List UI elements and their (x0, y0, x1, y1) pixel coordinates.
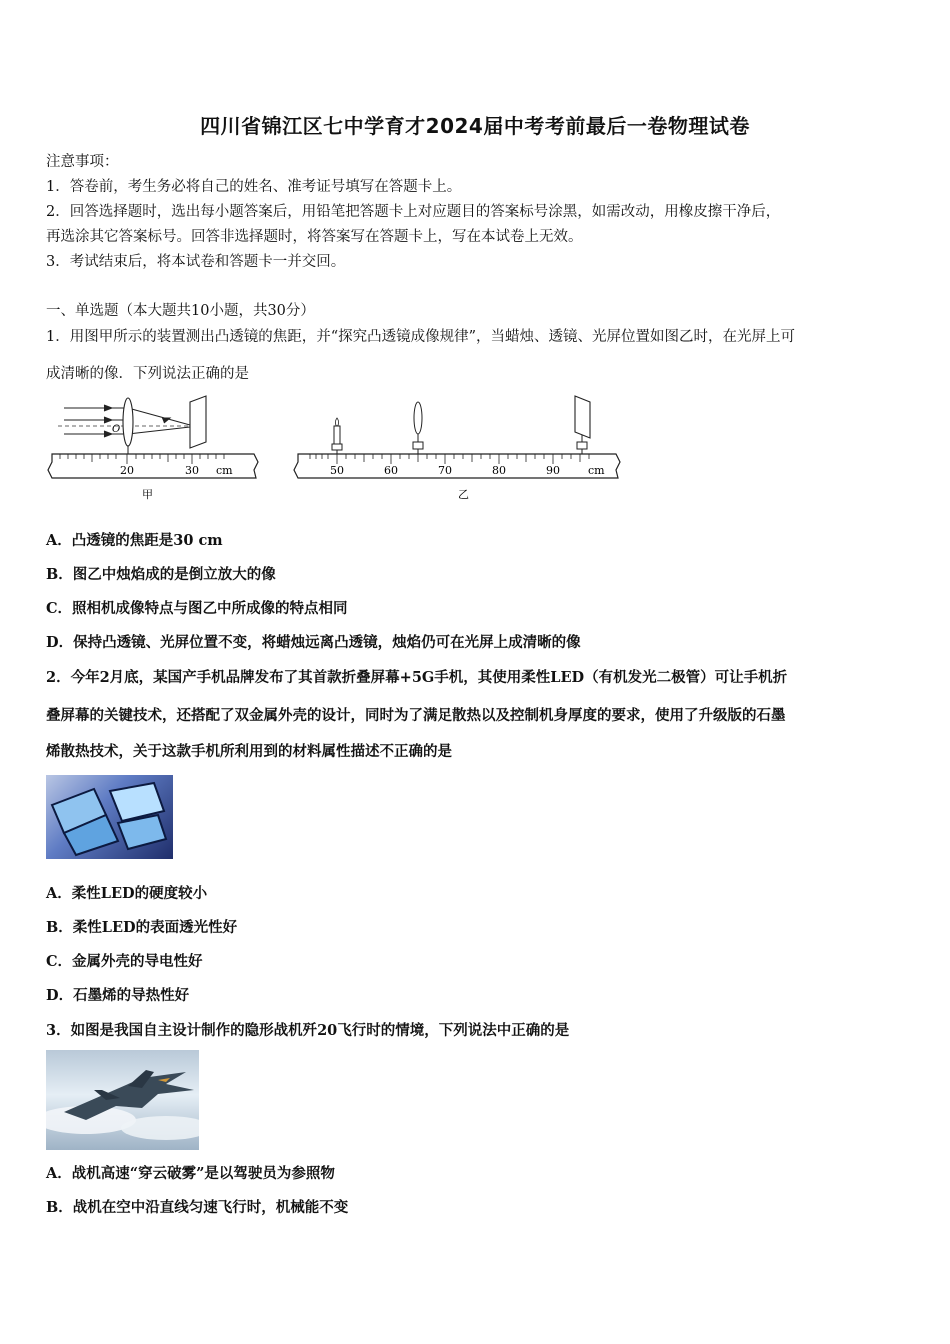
question-2-stem: 2．今年2月底，某国产手机品牌发布了其首款折叠屏幕+5G手机，其使用柔性LED（有机发光二极管）可让手机折 (46, 669, 788, 686)
notice-item: 3．考试结束后，将本试卷和答题卡一并交回。 (46, 254, 346, 270)
notice-heading: 注意事项： (46, 154, 119, 170)
lens-center-label: O (112, 424, 121, 435)
tick-label: cm (588, 464, 605, 477)
figure-caption: 乙 (458, 488, 469, 501)
tick-label: cm (216, 464, 233, 477)
foldable-phone-image (46, 775, 173, 859)
question-3-stem: 3．如图是我国自主设计制作的隐形战机歼20飞行时的情境，下列说法中正确的是 (46, 1022, 570, 1039)
question-2-option: D．石墨烯的导热性好 (46, 987, 190, 1004)
question-1-option: B．图乙中烛焰成的是倒立放大的像 (46, 566, 276, 583)
question-1-stem: 1．用图甲所示的装置测出凸透镜的焦距，并“探究凸透镜成像规律”，当蜡烛、透镜、光屏位置如图乙时，在光屏上可 (46, 329, 796, 345)
question-1-stem: 成清晰的像．下列说法正确的是 (46, 366, 249, 382)
question-2-stem: 叠屏幕的关键技术，还搭配了双金属外壳的设计，同时为了满足散热以及控制机身厚度的要求，使用了升级版的石墨 (46, 707, 786, 724)
question-3-option: B．战机在空中沿直线匀速飞行时，机械能不变 (46, 1199, 349, 1216)
question-1-option: C．照相机成像特点与图乙中所成像的特点相同 (46, 600, 348, 617)
question-2-option: A．柔性LED的硬度较小 (46, 885, 208, 902)
light-screen (575, 396, 590, 454)
figure-jia (44, 392, 264, 504)
convex-lens (413, 402, 423, 454)
figure-caption: 甲 (142, 488, 153, 501)
notice-item: 1．答卷前，考生务必将自己的姓名、准考证号填写在答题卡上。 (46, 179, 462, 195)
question-2-stem: 烯散热技术，关于这款手机所利用到的材料属性描述不正确的是 (46, 743, 452, 760)
question-2-option: C．金属外壳的导电性好 (46, 953, 203, 970)
notice-item: 再选涂其它答案标号。回答非选择题时，将答案写在答题卡上，写在本试卷上无效。 (46, 229, 583, 245)
question-2-option: B．柔性LED的表面透光性好 (46, 919, 238, 936)
figure-yi (290, 392, 630, 504)
tick-label: 50 (330, 464, 344, 477)
question-1-option: D．保持凸透镜、光屏位置不变，将蜡烛远离凸透镜，烛焰仍可在光屏上成清晰的像 (46, 634, 581, 651)
notice-item: 2．回答选择题时，选出每小题答案后，用铅笔把答题卡上对应题目的答案标号涂黑，如需改动，用橡皮擦干净后， (46, 204, 781, 220)
tick-label: 60 (384, 464, 398, 477)
candle (332, 418, 342, 454)
page-title: 四川省锦江区七中学育才2024届中考考前最后一卷物理试卷 (200, 114, 750, 138)
tick-label: 20 (120, 464, 134, 477)
tick-label: 80 (492, 464, 506, 477)
tick-label: 90 (546, 464, 560, 477)
tick-label: 70 (438, 464, 452, 477)
stealth-fighter-image (46, 1050, 199, 1150)
question-3-option: A．战机高速“穿云破雾”是以驾驶员为参照物 (46, 1165, 335, 1182)
question-1-option: A．凸透镜的焦距是30 cm (46, 532, 223, 549)
section-heading: 一、单选题（本大题共10小题，共30分） (46, 303, 315, 319)
tick-label: 30 (185, 464, 199, 477)
